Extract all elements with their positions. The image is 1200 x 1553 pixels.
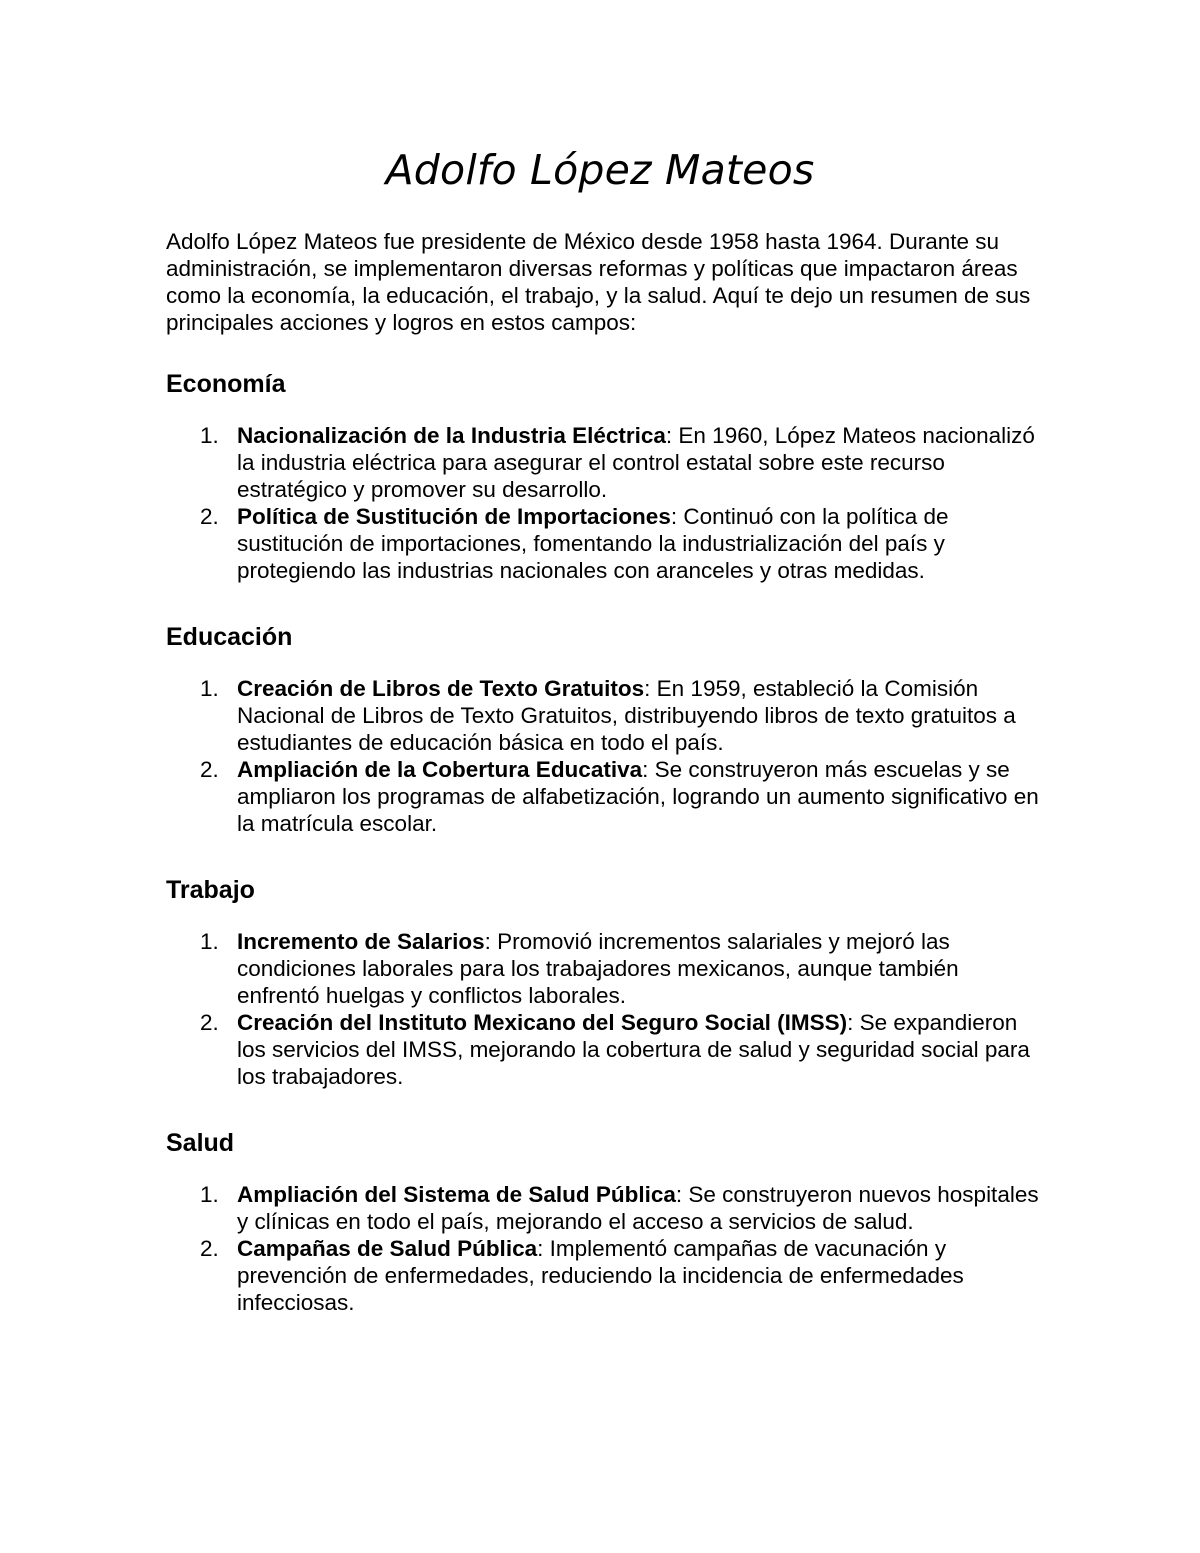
list-item [166,1009,1046,1090]
list-number: 2. [200,1236,219,1261]
list-item [166,422,1046,503]
list-number: 2. [200,1010,219,1035]
list-item [166,756,1046,837]
economia-list [166,422,1046,584]
list-item [166,675,1046,756]
list-item-text: : En 1960, López Mateos nacionalizó la industria eléctrica para asegurar el control estatal sobre este recurso estratégico y promover su desarrollo. [237,423,1035,502]
list-item-lead: Nacionalización de la Industria Eléctrica [237,423,666,448]
document-body [166,228,1046,1316]
list-item-text: : Continuó con la política de sustitución de importaciones, fomentando la industrialización del país y protegiendo las industrias nacionales con aranceles y otras medidas. [237,504,949,583]
list-item-lead: Creación de Libros de Texto Gratuitos [237,676,645,701]
list-item-text: : Promovió incrementos salariales y mejoró las condiciones laborales para los trabajadores mexicanos, aunque también enfrentó huelgas y conflictos laborales. [237,929,959,1008]
list-item-text: : Se construyeron más escuelas y se ampliaron los programas de alfabetización, logrando un aumento significativo en la matrícula escolar. [237,757,1039,836]
trabajo-list [166,928,1046,1090]
list-item [166,928,1046,1009]
salud-list [166,1181,1046,1316]
section-heading-educacion: Educación [166,623,293,651]
list-number: 2. [200,757,219,782]
list-item [166,503,1046,584]
list-number: 2. [200,504,219,529]
list-item-lead: Campañas de Salud Pública [237,1236,538,1261]
list-number: 1. [200,423,219,448]
document-title: Adolfo López Mateos [385,146,815,194]
list-item [166,1235,1046,1316]
list-item-lead: Incremento de Salarios [237,929,485,954]
list-number: 1. [200,929,219,954]
section-heading-trabajo: Trabajo [166,876,255,904]
list-item-lead: Ampliación de la Cobertura Educativa [237,757,643,782]
list-item-lead: Política de Sustitución de Importaciones [237,504,671,529]
list-number: 1. [200,676,219,701]
list-item-text: : Se expandieron los servicios del IMSS, mejorando la cobertura de salud y seguridad social para los trabajadores. [237,1010,1030,1089]
intro-paragraph: Adolfo López Mateos fue presidente de México desde 1958 hasta 1964. Durante su administración, se implementaron diversas reformas y políticas que impactaron áreas como la economía, la educación, el trabajo, y la salud. Aquí te dejo un resumen de sus principales acciones y logros en estos campos: [166,229,1031,335]
section-heading-salud: Salud [166,1129,235,1157]
list-item-lead: Ampliación del Sistema de Salud Pública [237,1182,676,1207]
educacion-list [166,675,1046,837]
section-heading-economia: Economía [166,370,286,398]
list-item [166,1181,1046,1235]
list-item-text: : En 1959, estableció la Comisión Nacional de Libros de Texto Gratuitos, distribuyendo libros de texto gratuitos a estudiantes de educación básica en todo el país. [237,676,1016,755]
list-number: 1. [200,1182,219,1207]
list-item-lead: Creación del Instituto Mexicano del Seguro Social (IMSS) [237,1010,848,1035]
list-item-text: : Implementó campañas de vacunación y prevención de enfermedades, reduciendo la incidencia de enfermedades infecciosas. [237,1236,964,1315]
list-item-text: : Se construyeron nuevos hospitales y clínicas en todo el país, mejorando el acceso a servicios de salud. [237,1182,1039,1234]
